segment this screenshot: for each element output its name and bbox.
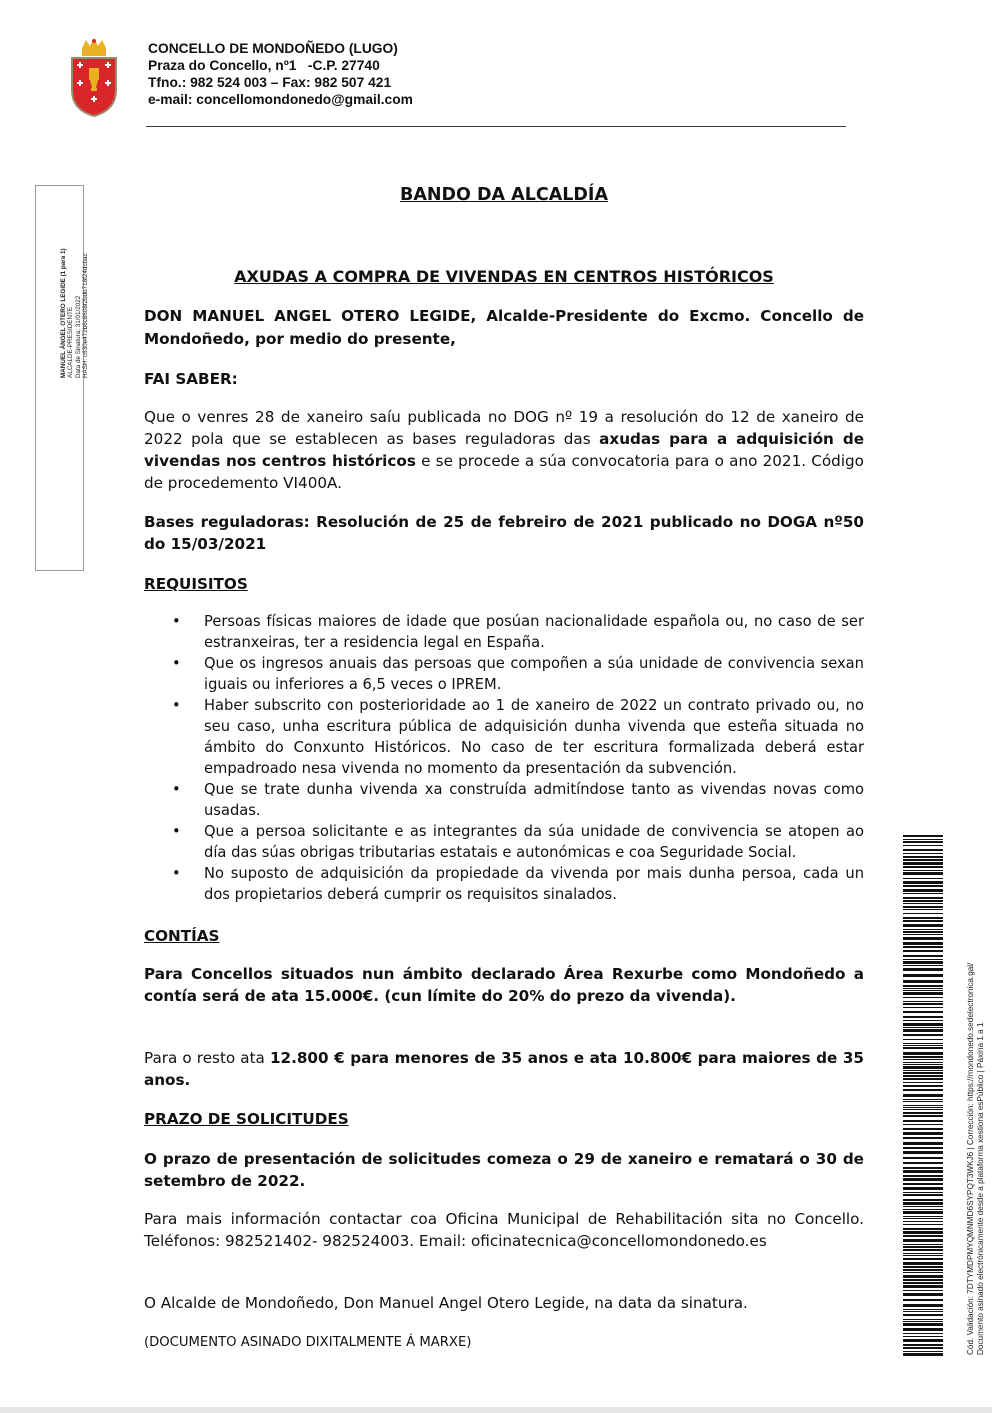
list-item: • Que os ingresos anuais das persoas que compoñen a súa unidade de convivencia sexan iguais ou inferiores a 6,5 veces o IPREM.	[172, 655, 864, 693]
list-item: • Persoas físicas maiores de idade que posúan nacionalidade española ou, no caso de ser estranxeiras, ter a residencia legal en España.	[172, 613, 864, 651]
document-subtitle: AXUDAS A COMPRA DE VIVENDAS EN CENTROS HISTÓRICOS	[234, 267, 774, 286]
list-item: • No suposto de adquisición da propiedade da vivenda por mais dunha persoa, cada un dos propietarios deberá cumprir os requisitos sinalados.	[172, 865, 864, 903]
barcode-icon	[903, 835, 943, 1357]
intro-paragraph: DON MANUEL ANGEL OTERO LEGIDE, Alcalde-Presidente do Excmo. Concello de Mondoñedo, por medio do presente,	[144, 307, 864, 348]
signature-date: Data de Sinatura: 31/01/2022	[74, 295, 82, 378]
signature-hash: HASH: c630e472b6c8608f2bdb718f24dcbac	[82, 253, 90, 378]
validation-code: Cód. Validación: 7DTYMDPMYQMNMD6SYPQT3WKJ6 | Corrección: https://mondonedo.sedelectronica.gal/	[966, 962, 975, 1355]
list-item: • Que a persoa solicitante e as integrantes da súa unidade de convivencia se atopen ao día das súas obrigas tributarias estatais e autonómicas e coa Seguridade Social.	[172, 823, 864, 861]
org-phones: Tfno.: 982 524 003 – Fax: 982 507 421	[148, 75, 392, 90]
prazo-paragraph: O prazo de presentación de solicitudes comeza o 29 de xaneiro e rematará o 30 de setembro de 2022.	[144, 1150, 864, 1190]
letterhead	[148, 40, 413, 108]
signature-note: (DOCUMENTO ASINADO DIXITALMENTE Á MARXE)	[144, 1335, 472, 1350]
info-paragraph: Para mais información contactar coa Oficina Municipal de Rehabilitación sita no Concello. Teléfonos: 982521402- 982524003. Email: oficinatecnica@concellomondonedo.es	[144, 1210, 864, 1250]
closing-paragraph: O Alcalde de Mondoñedo, Don Manuel Angel Otero Legide, na data da sinatura.	[144, 1294, 748, 1312]
list-item: • Haber subscrito con posterioridade ao 1 de xaneiro de 2022 un contrato privado ou, no seu caso, unha escritura pública de adquisición dunha vivenda que esteña situada no ámbito do Conxunto Históricos. No caso de ter escritura formalizada deberá estar empadroado nesa vivenda no momento da presentación da subvención.	[172, 697, 864, 777]
validation-platform: Documento asinado electrónicamente desde a plataforma xestiona esPúblico | Páxina 1 a 1	[975, 1022, 985, 1355]
fai-saber-heading: FAI SABER:	[144, 370, 238, 388]
coat-of-arms-icon	[62, 38, 126, 118]
list-item: • Que se trate dunha vivenda xa construída admitíndose tanto as vivendas novas como usadas.	[172, 781, 864, 819]
bases-paragraph: Bases reguladoras: Resolución de 25 de febreiro de 2021 publicado no DOGA nº50 do 15/03/2021	[144, 513, 864, 553]
announcement-text-a: Que o venres 28 de xaneiro saíu publicada no DOG nº 19 a resolución do 12 de xaneiro de 2022 pola que se establecen as bases reguladoras das	[144, 408, 864, 448]
org-name: CONCELLO DE MONDOÑEDO (LUGO)	[148, 41, 398, 56]
announcement-highlight: axudas para a adquisición de vivendas nos centros históricos	[144, 430, 864, 470]
signer-role: ALCALDE-PRESIDENTE	[67, 306, 75, 378]
prazo-heading: PRAZO DE SOLICITUDES	[144, 1110, 349, 1128]
requisitos-heading: REQUISITOS	[144, 575, 248, 593]
contias-paragraph-2: Para o resto ata 12.800 € para menores de 35 anos e ata 10.800€ para maiores de 35 anos.	[144, 1049, 864, 1089]
signer-name: MANUEL ÁNGEL OTERO LEGIDE (1 para 1)	[60, 248, 67, 378]
contias-paragraph-1: Para Concellos situados nun ámbito declarado Área Rexurbe como Mondoñedo a contía será de ata 15.000€. (cun límite do 20% do prezo da vivenda).	[144, 965, 864, 1005]
contias-heading: CONTÍAS	[144, 927, 220, 945]
org-email: e-mail: concellomondonedo@gmail.com	[148, 92, 413, 107]
org-address: Praza do Concello, nº1 -C.P. 27740	[148, 58, 380, 73]
announcement-text-c: e se procede a súa convocatoria para o ano 2021. Código de procedemento VI400A.	[144, 452, 864, 492]
document-title: BANDO DA ALCALDÍA	[399, 185, 608, 205]
signature-stamp-box	[35, 185, 84, 571]
requisitos-list	[144, 611, 864, 905]
announcement-paragraph	[144, 406, 864, 494]
header-divider	[146, 126, 846, 127]
